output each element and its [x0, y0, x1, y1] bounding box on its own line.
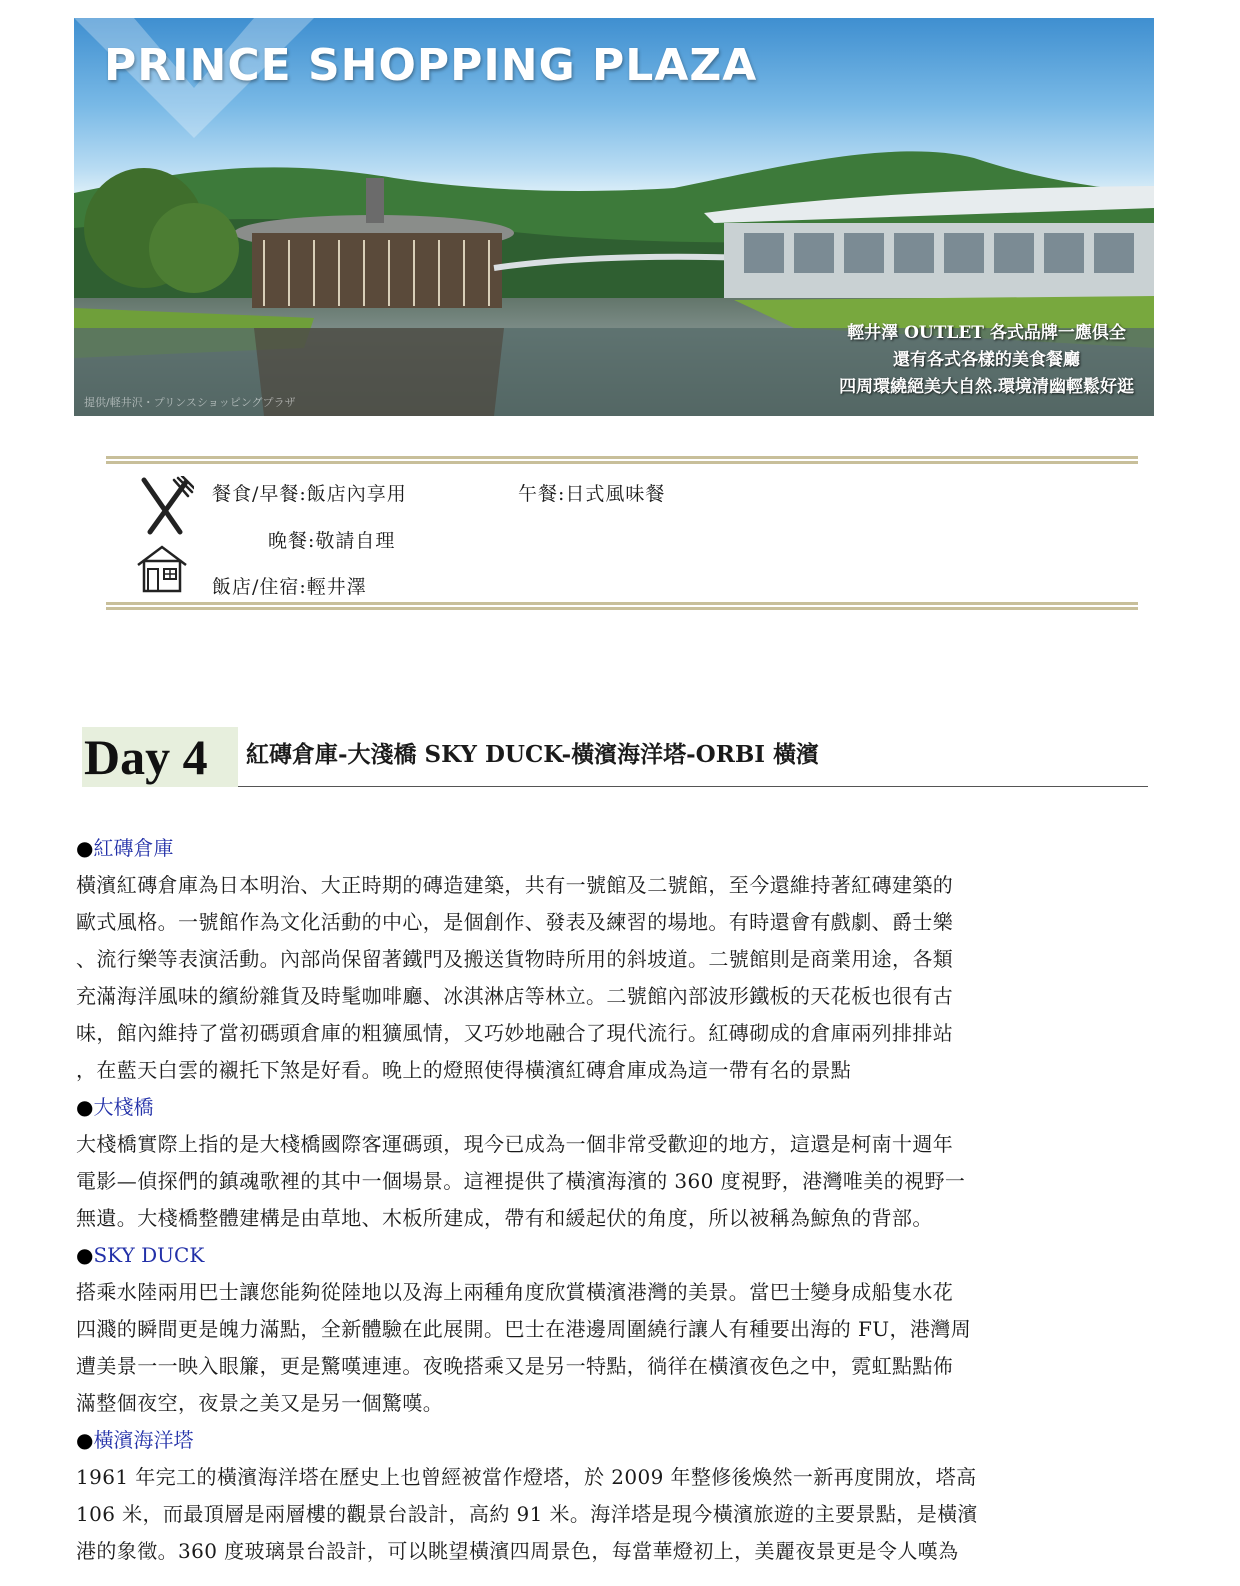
day-badge	[82, 727, 238, 787]
paragraph-line: ，在藍天白雲的襯托下煞是好看。晚上的燈照使得橫濱紅磚倉庫成為這一帶有名的景點	[76, 1058, 852, 1082]
hero-title: PRINCE SHOPPING PLAZA	[104, 40, 758, 91]
hero-banner	[74, 18, 1154, 416]
section-heading	[76, 830, 1142, 867]
paragraph-line: 、流行樂等表演活動。內部尚保留著鐵門及搬送貨物時所用的斜坡道。二號館則是商業用途，各類	[76, 947, 954, 971]
divider-bottom	[106, 602, 1138, 610]
paragraph-line: 橫濱紅磚倉庫為日本明治、大正時期的磚造建築，共有一號館及二號館，至今還維持著紅磚建築的	[76, 873, 954, 897]
paragraph-line: 四濺的瞬間更是魄力滿點，全新體驗在此展開。巴士在港邊周圍繞行讓人有種要出海的 FU，港灣周	[76, 1317, 972, 1341]
paragraph-line: 大棧橋實際上指的是大棧橋國際客運碼頭，現今已成為一個非常受歡迎的地方，這還是柯南十週年	[76, 1132, 954, 1156]
paragraph-line: 滿整個夜空，夜景之美又是另一個驚嘆。	[76, 1391, 444, 1415]
bullet-icon: ●	[76, 1428, 94, 1452]
section-title: SKY DUCK	[93, 1243, 205, 1267]
section-title: 橫濱海洋塔	[93, 1428, 194, 1452]
hotel-text: 飯店/住宿:輕井澤	[212, 576, 367, 598]
hero-caption-line: 輕井澤 OUTLET 各式品牌一應俱全	[847, 323, 1126, 343]
divider-top	[106, 456, 1138, 464]
paragraph-line: 遭美景一一映入眼簾，更是驚嘆連連。夜晚搭乘又是另一特點，徜徉在橫濱夜色之中，霓虹點點佈	[76, 1354, 954, 1378]
breakfast-text: 餐食/早餐:飯店內享用	[212, 483, 407, 505]
bullet-icon: ●	[76, 1095, 94, 1119]
section-paragraph	[76, 1459, 1142, 1570]
paragraph-line: 無遺。大棧橋整體建構是由草地、木板所建成，帶有和緩起伏的角度，所以被稱為鯨魚的背部。	[76, 1206, 933, 1230]
dinner-text: 晚餐:敬請自理	[268, 530, 396, 552]
paragraph-line: 充滿海洋風味的繽紛雜貨及時髦咖啡廳、冰淇淋店等林立。二號館內部波形鐵板的天花板也很有古	[76, 984, 954, 1008]
itinerary-content	[76, 830, 1142, 1570]
hero-caption-line: 四周環繞絕美大自然.環境清幽輕鬆好逛	[839, 377, 1134, 397]
paragraph-line: 港的象徵。360 度玻璃景台設計，可以眺望橫濱四周景色，每當華燈初上，美麗夜景更是令人嘆為	[76, 1539, 959, 1563]
bullet-icon: ●	[76, 1243, 94, 1267]
bullet-icon: ●	[76, 836, 94, 860]
fork-knife-icon	[136, 476, 194, 536]
section-heading	[76, 1422, 1142, 1459]
lunch-text: 午餐:日式風味餐	[518, 483, 666, 505]
section-paragraph	[76, 867, 1142, 1089]
section-title: 大棧橋	[93, 1095, 154, 1119]
day-title: 紅磚倉庫-大淺橋 SKY DUCK-橫濱海洋塔-ORBI 橫濱	[246, 741, 820, 768]
paragraph-line: 106 米，而最頂層是兩層樓的觀景台設計，高約 91 米。海洋塔是現今橫濱旅遊的主要景點，是橫濱	[76, 1502, 978, 1526]
hero-credit: 提供/軽井沢・プリンスショッピングプラザ	[84, 396, 296, 409]
day-title-underline	[238, 786, 1148, 787]
paragraph-line: 1961 年完工的橫濱海洋塔在歷史上也曾經被當作燈塔，於 2009 年整修後煥然一新再度開放，塔高	[76, 1465, 977, 1489]
paragraph-line: 味，館內維持了當初碼頭倉庫的粗獷風情，又巧妙地融合了現代流行。紅磚砌成的倉庫兩列排排站	[76, 1021, 954, 1045]
paragraph-line: 電影—偵探們的鎮魂歌裡的其中一個場景。這裡提供了橫濱海濱的 360 度視野，港灣唯美的視野一	[76, 1169, 966, 1193]
section-title: 紅磚倉庫	[93, 836, 174, 860]
day-number: Day 4	[84, 729, 208, 785]
hero-caption-line: 還有各式各樣的美食餐廳	[893, 350, 1081, 370]
meal-hotel-info	[106, 456, 1138, 610]
section-paragraph	[76, 1126, 1142, 1237]
section-heading	[76, 1089, 1142, 1126]
paragraph-line: 搭乘水陸兩用巴士讓您能夠從陸地以及海上兩種角度欣賞橫濱港灣的美景。當巴士變身成船隻水花	[76, 1280, 954, 1304]
paragraph-line: 歐式風格。一號館作為文化活動的中心，是個創作、發表及練習的場地。有時還會有戲劇、爵士樂	[76, 910, 954, 934]
hero-caption	[839, 320, 1134, 401]
section-heading	[76, 1237, 1142, 1274]
section-paragraph	[76, 1274, 1142, 1422]
house-icon	[136, 545, 188, 593]
